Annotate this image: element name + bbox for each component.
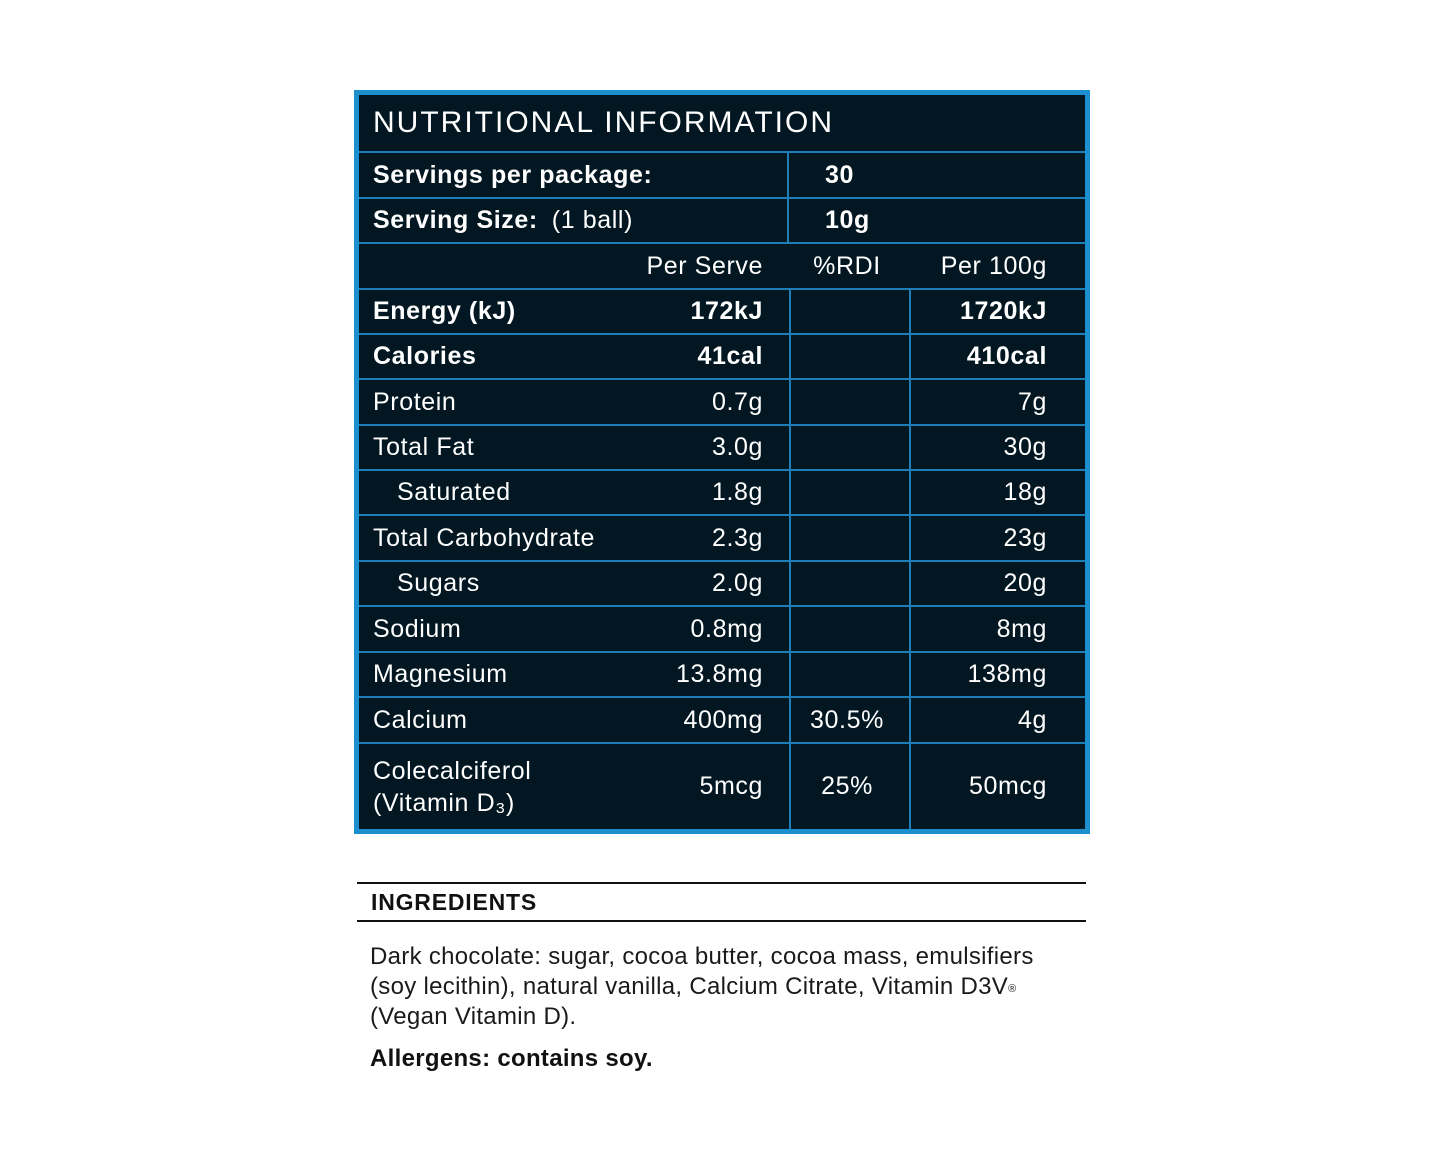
row-per-serve: 400mg xyxy=(683,705,763,734)
row-label: Magnesium xyxy=(373,660,508,688)
table-row xyxy=(359,562,1085,607)
registered-mark: ® xyxy=(1008,983,1017,995)
servings-value: 30 xyxy=(825,160,855,189)
header-per-serve: Per Serve xyxy=(646,251,763,280)
serving-size-row xyxy=(359,199,1085,244)
row-rdi xyxy=(787,426,907,469)
header-per-100g: Per 100g xyxy=(940,251,1047,280)
table-row xyxy=(359,698,1085,744)
row-per-serve: 2.0g xyxy=(711,569,763,597)
row-label: Energy (kJ) xyxy=(373,297,516,325)
row-rdi: 25% xyxy=(821,772,873,800)
row-per-100g: 30g xyxy=(1003,433,1047,461)
row-per-serve: 0.8mg xyxy=(690,614,763,643)
row-label-line2: (Vitamin D₃) xyxy=(373,788,515,817)
row-label-line1: Colecalciferol xyxy=(373,756,532,785)
row-rdi xyxy=(787,653,907,696)
serving-size-label: Serving Size: xyxy=(373,206,538,234)
row-rdi xyxy=(787,335,907,378)
row-per-100g: 18g xyxy=(1003,478,1047,506)
servings-row xyxy=(359,153,1085,199)
servings-label: Servings per package: xyxy=(373,160,653,189)
row-label: Total Fat xyxy=(373,433,475,461)
row-rdi: 30.5% xyxy=(810,705,884,734)
row-per-serve: 41cal xyxy=(697,342,763,370)
ingredients-heading: INGREDIENTS xyxy=(371,889,537,915)
row-per-100g: 7g xyxy=(1017,387,1047,416)
row-rdi xyxy=(787,607,907,651)
row-rdi xyxy=(787,562,907,605)
row-per-serve: 2.3g xyxy=(711,523,763,552)
table-row xyxy=(359,335,1085,380)
divider-top xyxy=(787,153,789,244)
ingredients-text-end: (Vegan Vitamin D). xyxy=(370,1003,577,1030)
row-rdi xyxy=(787,290,907,333)
row-per-100g: 23g xyxy=(1003,523,1047,552)
allergens-statement: Allergens: contains soy. xyxy=(370,1045,653,1072)
header-rdi: %RDI xyxy=(813,251,881,280)
nutrition-panel xyxy=(354,90,1090,834)
row-label: Total Carbohydrate xyxy=(373,523,596,552)
table-row xyxy=(359,653,1085,698)
row-per-100g: 20g xyxy=(1003,569,1047,597)
title-row xyxy=(359,95,1085,153)
row-label xyxy=(373,744,531,829)
row-rdi xyxy=(787,380,907,424)
table-row xyxy=(359,516,1085,562)
row-per-serve: 172kJ xyxy=(690,297,763,325)
row-per-serve: 3.0g xyxy=(711,433,763,461)
row-per-100g: 410cal xyxy=(966,342,1047,370)
ingredients-top-rule xyxy=(357,882,1086,884)
row-label: Sodium xyxy=(373,614,462,643)
table-row xyxy=(359,380,1085,426)
table-row xyxy=(359,607,1085,653)
row-per-serve: 13.8mg xyxy=(676,660,763,688)
row-per-serve: 5mcg xyxy=(699,772,763,800)
row-label: Protein xyxy=(373,387,457,416)
row-per-100g: 8mg xyxy=(996,614,1047,643)
row-label: Calcium xyxy=(373,705,468,734)
table-row xyxy=(359,471,1085,516)
column-header-row xyxy=(359,244,1085,290)
serving-size-note: (1 ball) xyxy=(551,206,634,234)
table-row xyxy=(359,744,1085,829)
ingredients-text xyxy=(370,942,1086,1032)
panel-title: NUTRITIONAL INFORMATION xyxy=(373,106,834,139)
table-row xyxy=(359,290,1085,335)
row-per-100g: 138mg xyxy=(967,660,1047,688)
row-label: Saturated xyxy=(397,478,511,506)
row-label: Calories xyxy=(373,342,477,370)
serving-size-value: 10g xyxy=(825,206,870,234)
row-rdi xyxy=(787,471,907,514)
serving-size-label-group xyxy=(373,199,633,242)
row-label: Sugars xyxy=(397,569,480,597)
row-per-100g: 1720kJ xyxy=(959,297,1047,325)
table-row xyxy=(359,426,1085,471)
row-per-100g: 4g xyxy=(1017,705,1047,734)
row-per-serve: 0.7g xyxy=(711,387,763,416)
row-rdi xyxy=(787,516,907,560)
ingredients-text-main: Dark chocolate: sugar, cocoa butter, cocoa mass, emulsifiers (soy lecithin), natural vanilla, Calcium Citrate, Vitamin D3V xyxy=(370,943,1034,1000)
row-per-100g: 50mcg xyxy=(968,772,1047,800)
ingredients-bottom-rule xyxy=(357,920,1086,922)
row-per-serve: 1.8g xyxy=(711,478,763,506)
